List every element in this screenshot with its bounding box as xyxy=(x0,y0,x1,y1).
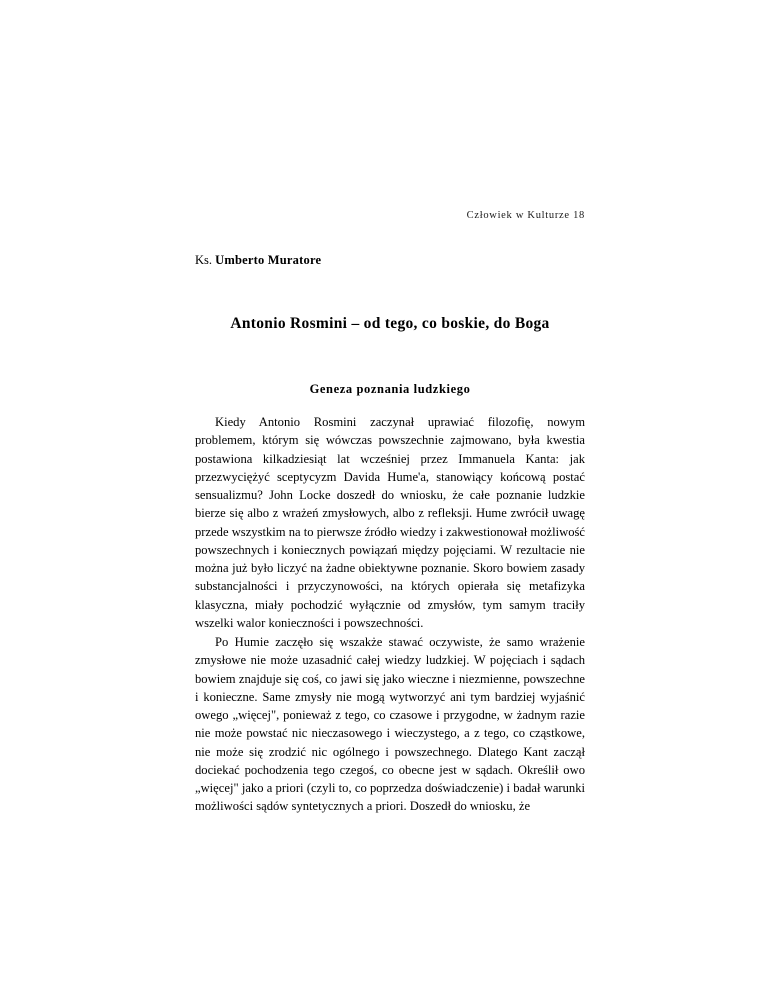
running-head: Człowiek w Kulturze 18 xyxy=(466,210,585,221)
body-paragraph: Po Humie zaczęło się wszakże stawać oczywiste, że samo wrażenie zmysłowe nie może uzasadnić całej wiedzy ludzkiej. W pojęciach i sądach bowiem znajduje się coś, co jawi się jako wieczne i niezmienne, powszechne i konieczne. Same zmysły nie mogą wytworzyć ani tym bardziej wyjaśnić owego „więcej", ponieważ z tego, co czasowe i przygodne, w żadnym razie nie może powstać nic nieczasowego i wieczystego, a z tego, co cząstkowe, nie może się zrodzić nic ogólnego i powszechnego. Dlatego Kant zaczął dociekać pochodzenia tego czegoś, co obecne jest w sądach. Określił owo „więcej" jako a priori (czyli to, co poprzedza doświadczenie) i badał warunki możliwości sądów syntetycznych a priori. Doszedł do wniosku, że xyxy=(195,635,585,814)
author-name: Umberto Muratore xyxy=(215,253,322,267)
author-prefix: Ks. xyxy=(195,253,216,267)
author-line xyxy=(195,253,585,268)
page-title: Antonio Rosmini – od tego, co boskie, do Boga xyxy=(230,315,550,332)
section-heading: Geneza poznania ludzkiego xyxy=(309,382,471,397)
text-column xyxy=(195,210,585,816)
body-paragraph: Kiedy Antonio Rosmini zaczynał uprawiać filozofię, nowym problemem, którym się wówczas powszechnie zajmowano, była kwestia postawiona kilkadziesiąt lat wcześniej przez Immanuela Kanta: jak przezwyciężyć sceptycyzm Davida Hume'a, stanowiący końcową postać sensualizmu? John Locke doszedł do wniosku, że całe poznanie ludzkie bierze się albo z wrażeń zmysłowych, albo z refleksji. Hume zwrócił uwagę przede wszystkim na to pierwsze źródło wiedzy i zakwestionował możliwość powszechnych i koniecznych powiązań między pojęciami. W rezultacie nie można już było liczyć na żadne obiektywne poznanie. Skoro bowiem zasady substancjalności i przyczynowości, na których opierała się metafizyka klasyczna, miały pochodzić wyłącznie od zmysłów, tym samym traciły wszelki walor konieczności i powszechności. xyxy=(195,415,585,630)
